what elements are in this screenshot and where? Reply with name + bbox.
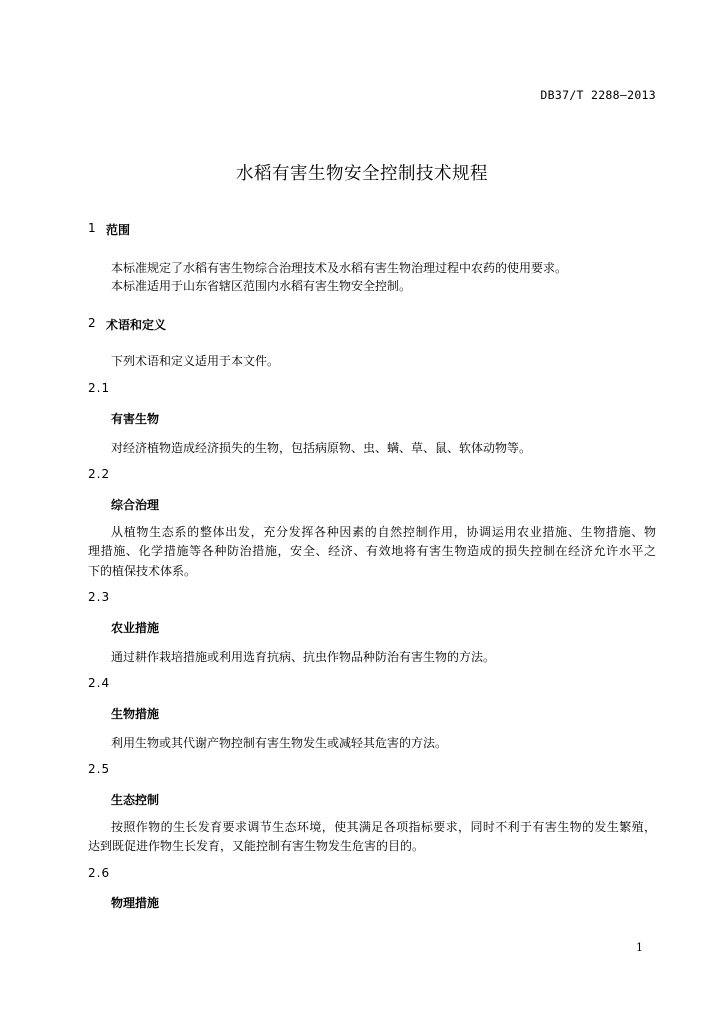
definition-line: 理措施、化学措施等各种防治措施，安全、经济、有效地将有害生物造成的损失控制在经济允许水平之	[88, 544, 656, 558]
definition-line: 通过耕作栽培措施或利用选育抗病、抗虫作物品种防治有害生物的方法。	[111, 650, 496, 664]
definition-line: 达到既促进作物生长发育，又能控制有害生物发生危害的目的。	[88, 839, 425, 853]
subsection-number: 2.5	[88, 762, 111, 776]
term-heading: 物理措施	[111, 896, 160, 910]
subsection-number: 2.1	[88, 381, 111, 395]
section-number: 2	[88, 316, 96, 330]
term-heading: 生态控制	[111, 793, 160, 807]
subsection-number: 2.3	[88, 590, 111, 604]
scope-line: 本标准规定了水稻有害生物综合治理技术及水稻有害生物治理过程中农药的使用要求。	[111, 261, 568, 275]
section-number: 1	[88, 221, 96, 235]
definition-line: 对经济植物造成经济损失的生物，包括病原物、虫、螨、草、鼠、软体动物等。	[111, 441, 532, 455]
standard-code: DB37/T 2288—2013	[540, 88, 656, 102]
subsection-number: 2.4	[88, 676, 111, 690]
definition-line: 按照作物的生长发育要求调节生态环境，使其满足各项指标要求，同时不利于有害生物的发生繁殖，	[111, 820, 656, 834]
scope-line: 本标准适用于山东省辖区范围内水稻有害生物安全控制。	[111, 279, 412, 293]
term-heading: 综合治理	[111, 498, 160, 512]
definition-line: 从植物生态系的整体出发，充分发挥各种因素的自然控制作用，协调运用农业措施、生物措施、物	[111, 525, 656, 539]
document-title: 水稻有害生物安全控制技术规程	[236, 164, 488, 184]
term-heading: 生物措施	[111, 707, 160, 721]
subsection-number: 2.2	[88, 467, 111, 481]
term-heading: 有害生物	[111, 412, 160, 426]
subsection-number: 2.6	[88, 866, 111, 880]
terms-intro: 下列术语和定义适用于本文件。	[111, 354, 280, 368]
section-title-terms: 术语和定义	[106, 318, 167, 332]
page-number: 1	[636, 941, 643, 954]
definition-line: 利用生物或其代谢产物控制有害生物发生或减轻其危害的方法。	[111, 736, 448, 750]
definition-line: 下的植保技术体系。	[88, 564, 197, 578]
term-heading: 农业措施	[111, 621, 160, 635]
section-title-scope: 范围	[106, 223, 131, 237]
